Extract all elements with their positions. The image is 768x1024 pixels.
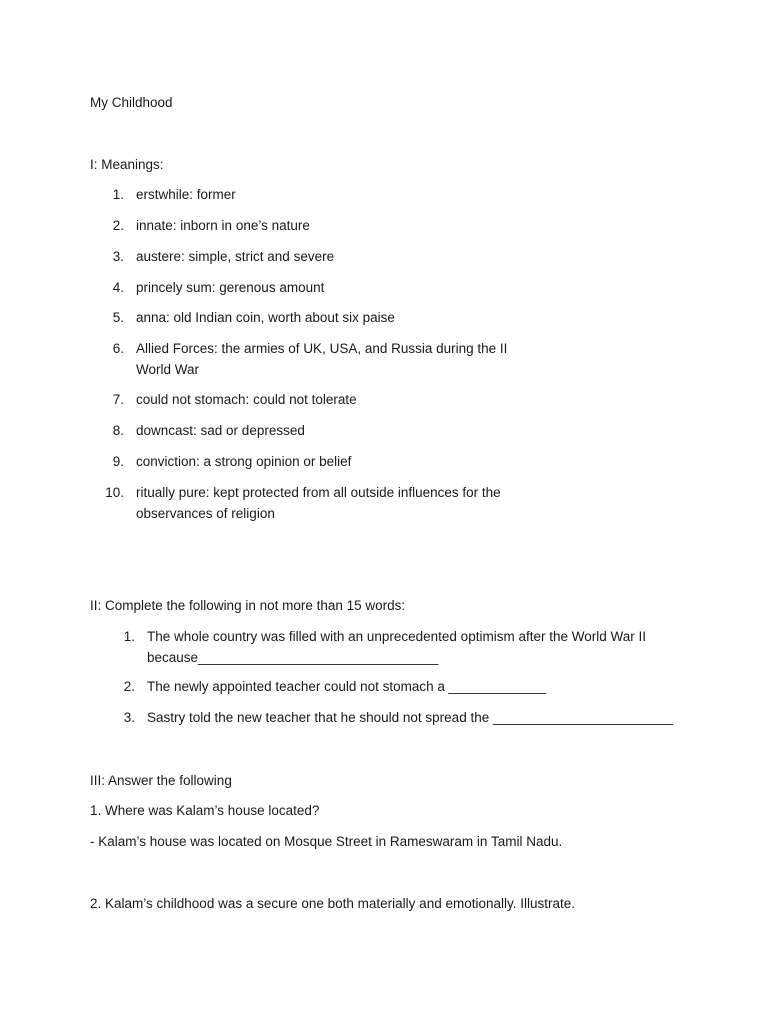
list-number: 1. xyxy=(112,187,124,202)
list-number: 3. xyxy=(123,710,135,725)
list-text xyxy=(136,247,334,268)
list-text xyxy=(147,677,546,698)
list-text-line: conviction: a strong opinion or belief xyxy=(136,454,352,469)
list-number: 2. xyxy=(123,679,135,694)
section-1-heading: I: Meanings: xyxy=(90,157,164,172)
list-text-line: observances of religion xyxy=(136,505,275,521)
page-title: My Childhood xyxy=(90,95,173,110)
list-number: 9. xyxy=(112,454,124,469)
question-1: 1. Where was Kalam’s house located? xyxy=(90,803,320,818)
list-text xyxy=(136,278,324,299)
list-text-line: downcast: sad or depressed xyxy=(136,423,305,438)
list-number: 2. xyxy=(112,218,124,233)
list-number: 3. xyxy=(112,249,124,264)
list-text xyxy=(136,390,357,411)
list-text xyxy=(136,308,395,329)
list-number: 10. xyxy=(105,485,124,500)
list-text xyxy=(136,421,305,442)
list-number: 6. xyxy=(112,341,124,356)
list-text xyxy=(136,452,351,473)
list-number: 8. xyxy=(112,423,124,438)
list-number: 4. xyxy=(112,280,124,295)
list-text-line: The newly appointed teacher could not stomach a _____________ xyxy=(147,679,547,694)
list-text-line: erstwhile: former xyxy=(136,187,236,202)
list-number: 5. xyxy=(112,310,124,325)
list-text xyxy=(136,185,236,206)
list-text xyxy=(136,483,501,524)
answer-1: - Kalam’s house was located on Mosque Street in Rameswaram in Tamil Nadu. xyxy=(90,834,563,849)
list-text xyxy=(136,216,310,237)
list-text-line: World War xyxy=(136,361,200,377)
list-text-line: Sastry told the new teacher that he should not spread the ________________________ xyxy=(147,710,674,725)
list-number: 7. xyxy=(112,392,124,407)
list-text-line: because________________________________ xyxy=(147,649,439,665)
list-text-line: ritually pure: kept protected from all outside influences for the xyxy=(136,485,501,500)
list-text-line: innate: inborn in one’s nature xyxy=(136,218,310,233)
list-text-line: austere: simple, strict and severe xyxy=(136,249,335,264)
list-text-line: could not stomach: could not tolerate xyxy=(136,392,357,407)
list-text-line: princely sum: gerenous amount xyxy=(136,280,325,295)
question-2: 2. Kalam’s childhood was a secure one both materially and emotionally. Illustrate. xyxy=(90,896,576,911)
list-text-line: anna: old Indian coin, worth about six paise xyxy=(136,310,395,325)
list-text xyxy=(147,708,673,729)
list-text-line: The whole country was filled with an unprecedented optimism after the World War II xyxy=(147,629,646,644)
section-2-heading: II: Complete the following in not more than 15 words: xyxy=(90,598,406,613)
list-text xyxy=(147,627,646,668)
list-text xyxy=(136,339,507,380)
section-3-heading: III: Answer the following xyxy=(90,773,232,788)
list-number: 1. xyxy=(123,629,135,644)
list-text-line: Allied Forces: the armies of UK, USA, and Russia during the II xyxy=(136,341,508,356)
